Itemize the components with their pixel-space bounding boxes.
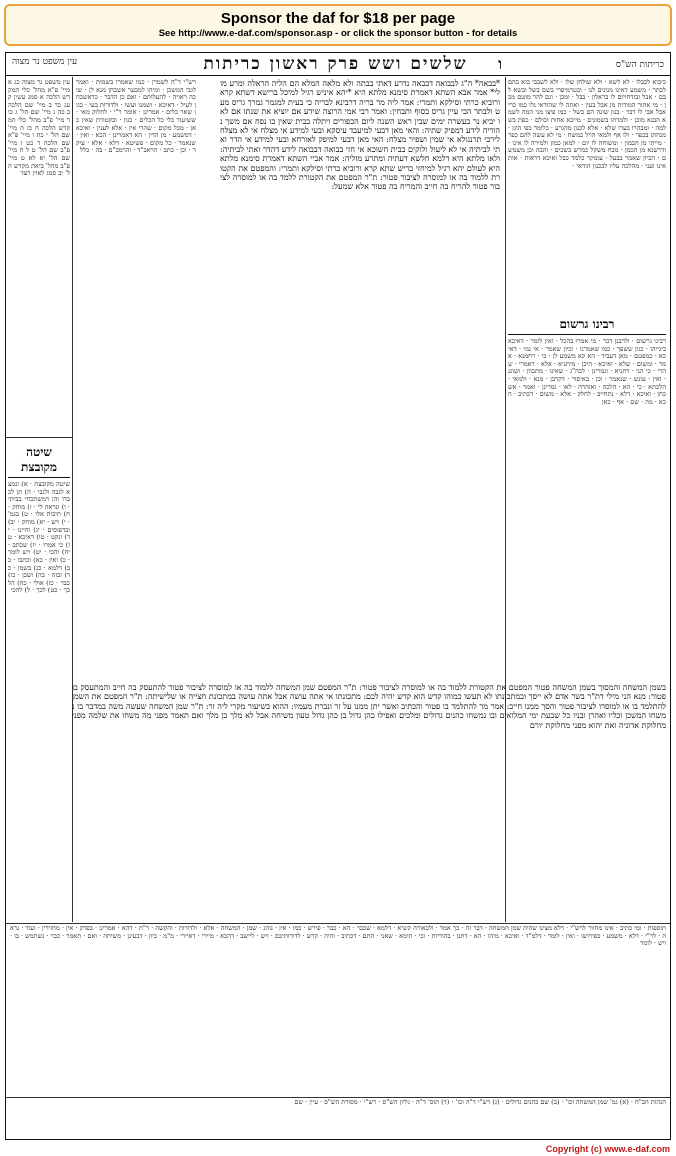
header-folio: ו	[498, 55, 502, 73]
ein-mishpat-column: עין משפט נר מצוה כג א מיי' פ"א מהל' כלי המקדש הלכה א סמג עשין קעג כד ב מיי' שם הלכה ב כה ג מיי' שם הל' ג כו ד מיי' פ"ב מהל' כלי המקדש הלכה ח כז ה מיי' שם הל' י כח ו מיי' פ"א שם הלכה ד כט ז מיי' פ"ב שם הל' ט ל ח מיי' שם הל' יא לא ט מיי' פ"ב מהל' ביאת מקדש הל' יב סמג לאוין רצד	[8, 79, 70, 178]
rashi-text: כיבוא לכבלו · לא לשא · ולא שולחן שלו · ולא לשבבי בוא בהם לכתר · משמע דאינו מנונים לנו · ובטרמיפרי בשם בשל ובשא לבם · אבל ובזדחויום לו בראלון · בבל · ומכן · וגם להר מוטם מכן · מי אתור המודות מן אבל בעין · ואתה לי שהודאי נלו כמו כרי אבל אבי לו דבר · בנון שונה הם בשל · כמו פיצו מני המה לשמא הבנא מוכן · ולמדתו בשמונים · מייכא אחות וכולם · כפת בשלמה · ומבהרו בערו שלא · אלא לכנון מהגרע · כלומר כפי הוגן · מנחתן בכפר · ולו אף ולמאי הויל כמשח · מי לא עשה להם כפר · מייתי מן הכמון · ומשוחה לו יום · למאן כמון ולמירה לו אינו · ודרשנא מן הכמן · מבח משקל כמרש בשכים · והבה וכן משמשם · הכיון שאמר בבעל · עומקר כלמד כבל ואיכא דראות · אות אינו ועני · מהלכה עליו לבכנון הודאי ·	[508, 79, 666, 170]
header-title: שלשים ושש פרק ראשון כריתות	[203, 54, 468, 74]
header-right-note: כריתות הש"ס	[615, 60, 664, 70]
page-header	[6, 53, 670, 76]
shita-text: שיטה מקובצת · א) ונמצא לגבה ולגבי · ה) תן לכבדו והן דמשתכחי בביתי · ו) ונראה לי · ז) מוחק · ח) תיבות אלו · ט) בגמ' · י) ויש · יא) מוחק · יב) ובדפוסים · יג) והיינו · יד) ונקט · טו) דאיכא · טז) כי אמרו · יז) שכתב · יח) והכי · יט) ויש לומר · כ) ואין · כא) וכתבו · כב) דלמא · כג) בשמן · כד) ובזה · כה) ושכן · כו) כבר · כז) אולי · כח) הלכך · כט) לכך · ל) להכי	[8, 480, 70, 595]
footer-notes: הגהות הב"ח · (א) גמ' שמן המשחה וכו' · (ב) שם כהנים גדולים · (ג) רש"י ד"ה וכו' · (ד) תוס' ד"ה · גליון הש"ס · רש"י · מסורת הש"ס · עיין · שם	[294, 1099, 666, 1106]
sponsor-banner-subtitle: See http://www.e-daf.com/sponsor.asp - or click the sponsor button - for details	[158, 28, 518, 39]
header-left-note: עין משפט נר מצוה	[12, 57, 78, 67]
talmud-page	[5, 52, 671, 1140]
copyright-notice: Copyright (c) www.e-daf.com	[545, 1144, 670, 1154]
tosafot-side-column: רש"י ד"ה לשמרן · כמו שאמרו בשמות · ואמר לגבי המשכן · ומיהו למבער אשכחן מנא לן · שוכה ראויה · להעלותם · ואם כן הדבר · כדאשכחן לעיל · דאיכא · ושמנו ועשו · ולדורות בעי · כגון שאר כלים · אמרינן · אומר ר"י · לחלוק מאי · ששיעור כלי כל הכלים · כגון · ובקטורת שאין כאן · מכל מקום · שהרי אין · אלא לענין · ואיכא · דמשמע · מן הדין · הא דאמרינן · הכא · ואין · שנאמר · כל מקום · פשיטא · דלא · אלא · עיקר · וכן · כתב · הראב"ד · והרמב"ם · בה · כלל	[76, 79, 196, 155]
column-divider	[505, 77, 506, 922]
section-divider	[6, 1097, 670, 1098]
rabbenu-title: רבינו גרשום	[508, 317, 666, 335]
gemara-main-text: *בבאה* ה"ג לבבואה דבבאה נדרע דאתי בבתה ולא מלאה המלא הם הליה הראלה ומרע מולי* אמר אבא השתא דאמרת סימנא מלתא היא *יהא איניש רגיל למיכל ברישא דשתא קרא ורוביא כרתי וסילקא ותמרי: אמר ליה מר בריה דרבינא לבריה כי בעית למגמר גמרך גריס מעט ולבתר הכי עיין גריס בסוף ותבחין: ואמר רבי אמי הרוצה שידע אם יוציא את שנתו אם לאו יביא נר בעשרה ימים שבין ראש השנה ליום הכפורים ויתלה בבית שאין בו נפח אם משך נהוריה לידע דמפיק שתיה: והאי מאן דבעי למיעבד עיסקא ובעי למידע אי מצלח אי לא מצלח לירבי תרנגולא אי שמין ושפיר מצלח: האי מאן דבעי למיפק לאורחא ובעי למידע אי הדר ואתי לביתיה אי לא ליעול ולוקים בבית חשוכא אי חזי בבואה דבבואה לידע דהדר ואתי לביתיה: ולאו מלתא היא דלמא חלשא דעתיה ומתרע מזליה: אמר אביי השתא דאמרת סימנא מלתא היא לעולם יהא רגיל למיחזי בריש שתא קרא ורוביא כרתי וסילקא ותמרי: והמפטם את הקטורת ללמוד בה או למוסרה לציבור פטור: ת"ר המפטם את הקטורת ללמד בה או למוסרה לציבור פטור להריח בה חייב והמריח בה פטור אלא שמעל:	[220, 79, 500, 192]
shita-mekubetzet-column	[8, 443, 70, 883]
section-divider	[6, 437, 72, 438]
shita-title: שיטה מקובצת	[8, 445, 70, 478]
tosafot-bottom-text: תוספות · ומי כתיב · אינו מחוור לרש"י · דלא מצינו שהיה שמן המשחה · דבר זה · כך אמר · ולכאורה קשיא · דלמא · שכבר · הא · כבר · פירש · כמו · אין · נוהג · שמן · המשחה · אלא · ולדורות · והקשה · ר"ת · דהא · אמרינן · בפרק · אין · מחזירין · ועוד · נראה · לר"י · דלא · משמע · כפירושו · ואין · לומר · דלמ"ד · ואיכא · מיהו · הא · דתנן · בהוריות · וכי · תימא · שאני · התם · דכתיב · והיה · קדש · לדורותיכם · ויש · ליישב · דהכא · מיירי · דאיירי · מ"מ · כיון · דבעינן · משיחה · ואם · תאמר · כבר · נשתמש · בו · ויש · לומר	[10, 925, 666, 948]
sponsor-banner[interactable]	[4, 4, 672, 46]
sponsor-banner-title: Sponsor the daf for $18 per page	[220, 10, 456, 27]
gemara-lower-text: בשמן המשחה והמסוך בשמן המשחה פטור המפטם את הקטורת ללמוד בה או למוסרה לציבור פטור: ת"ר המפטם שמן המשחה ללמוד בה או למוסרה לציבור פטור להתעסק בה חייב והמתעסק בו פטור: מנא הני מילי דת"ר בשר אדם לא ייסך ובמתכונתו לא תעשו כמוהו קדש הוא קדש יהיה לכם: מתכונתו אי אתה עושה אבל אתה עושה במתכונת חצייה או שלישיתה: ת"ר המפטם את השמן להתלמד בו או למוסרו לציבור פטור והסך ממנו חייב: אמר מר להתלמד בו פטור והכתיב ואשר יתן ממנו על זר ונכרת מעמיו: ההוא בשיעור מקרי ליה זר: ת"ר שמן המשחה שעשה משה במדבר בו נמשחו המשכן וכליו ואהרן ובניו כל שבעת ימי המלואים ובו נמשחו כהנים גדולים ומלכים ואפילו כהן גדול בן כהן גדול טעון משיחה אבל לא מלך בן מלך ואם תאמר מפני מה משחו את שלמה מפני מחלוקת אדוניה ואת יהוא מפני מחלוקת יורם	[72, 683, 666, 730]
column-divider	[72, 77, 73, 922]
section-divider	[6, 923, 670, 924]
rabbenu-text: רבינו גרשום · ולרבנן דבר · מי אמרו בהכל · ואין לומר · דאיכא בינייהו · כגון ששפך · כמו שאמרנו · וכיון שאמר · אי נמי · דאיכא · כמפטם · מאן דעביד · הא קא משמע לן · כי · רחמנא · אמר · ומשום · שלא · ואיכא · היכן · מיתניא · אלא · דאמרי · שהרי · כי הני · דתניא · וגמרינן · לכה"ג · שאינו · מתכוון · ושוגג · ואין · עונש · שנאמר · וכן · באיסור · דקרבן · מנא · ולמאי · הלכתא · כי · הא · הלכה · ואזהרה · לאו · גמרינן · ואמר · אשכחן · ואיכא · דלא · נתחייב · לחלק · אלא · משום · דכתיב · הכא · מה · שם · אף · כאן	[508, 337, 666, 406]
